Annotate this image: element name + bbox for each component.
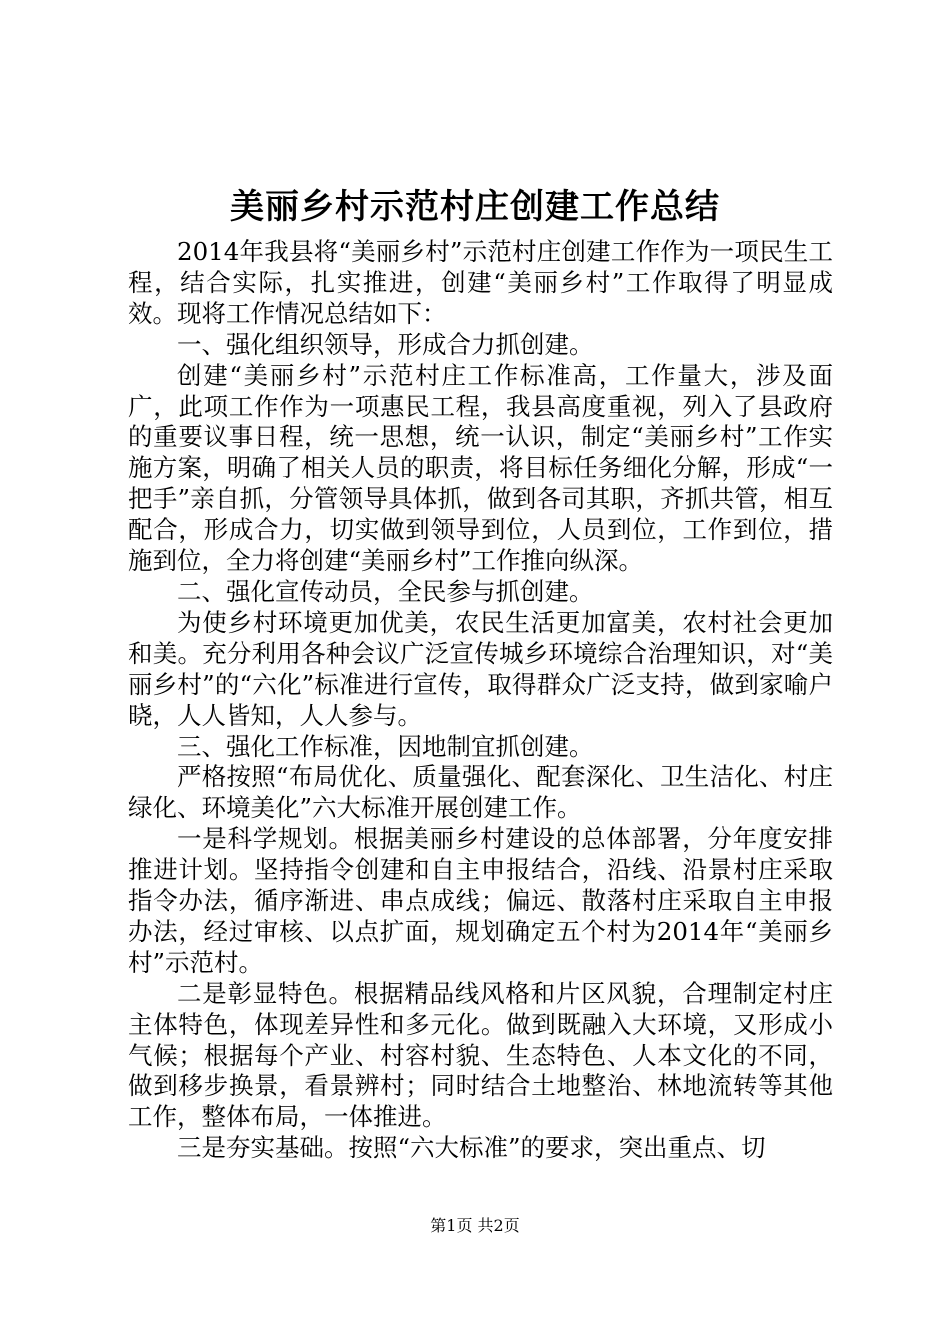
paragraph-intro: 2014年我县将“美丽乡村”示范村庄创建工作作为一项民生工程，结合实际，扎实推进，创建“美丽乡村”工作取得了明显成效。现将工作情况总结如下： (128, 237, 833, 328)
section-heading-3: 三、强化工作标准，因地制宜抓创建。 (177, 731, 594, 761)
document-title: 美丽乡村示范村庄创建工作总结 (230, 187, 720, 227)
paragraph-section-3: 严格按照“布局优化、质量强化、配套深化、卫生洁化、村庄绿化、环境美化”六大标准开展创建工作。 (128, 762, 833, 823)
paragraph-features: 二是彰显特色。根据精品线风格和片区风貌，合理制定村庄主体特色，体现差异性和多元化。做到既融入大环境，又形成小气候；根据每个产业、村容村貌、生态特色、人本文化的不同，做到移步换景，看景辨村；同时结合土地整治、林地流转等其他工作，整体布局，一体推进。 (128, 978, 833, 1132)
paragraph-section-2: 为使乡村环境更加优美，农民生活更加富美，农村社会更加和美。充分利用各种会议广泛宣传城乡环境综合治理知识，对“美丽乡村”的“六化”标准进行宣传，取得群众广泛支持，做到家喻户晓，人人皆知，人人参与。 (128, 607, 833, 730)
page-number-footer: 第1页 共2页 (430, 1216, 520, 1235)
paragraph-foundation: 三是夯实基础。按照“六大标准”的要求，突出重点、切 (177, 1133, 766, 1163)
document-body (128, 237, 833, 1164)
section-heading-2: 二、强化宣传动员，全民参与抓创建。 (177, 576, 594, 606)
section-heading-1: 一、强化组织领导，形成合力抓创建。 (177, 329, 594, 359)
paragraph-section-1: 创建“美丽乡村”示范村庄工作标准高，工作量大，涉及面广，此项工作作为一项惠民工程，我县高度重视，列入了县政府的重要议事日程，统一思想，统一认识，制定“美丽乡村”工作实施方案，明确了相关人员的职责，将目标任务细化分解，形成“一把手”亲自抓，分管领导具体抓，做到各司其职，齐抓共管，相互配合，形成合力，切实做到领导到位，人员到位，工作到位，措施到位，全力将创建“美丽乡村”工作推向纵深。 (128, 360, 833, 576)
paragraph-planning: 一是科学规划。根据美丽乡村建设的总体部署，分年度安排推进计划。坚持指令创建和自主申报结合，沿线、沿景村庄采取指令办法，循序渐进、串点成线；偏远、散落村庄采取自主申报办法，经过审核、以点扩面，规划确定五个村为2014年“美丽乡村”示范村。 (128, 824, 833, 977)
